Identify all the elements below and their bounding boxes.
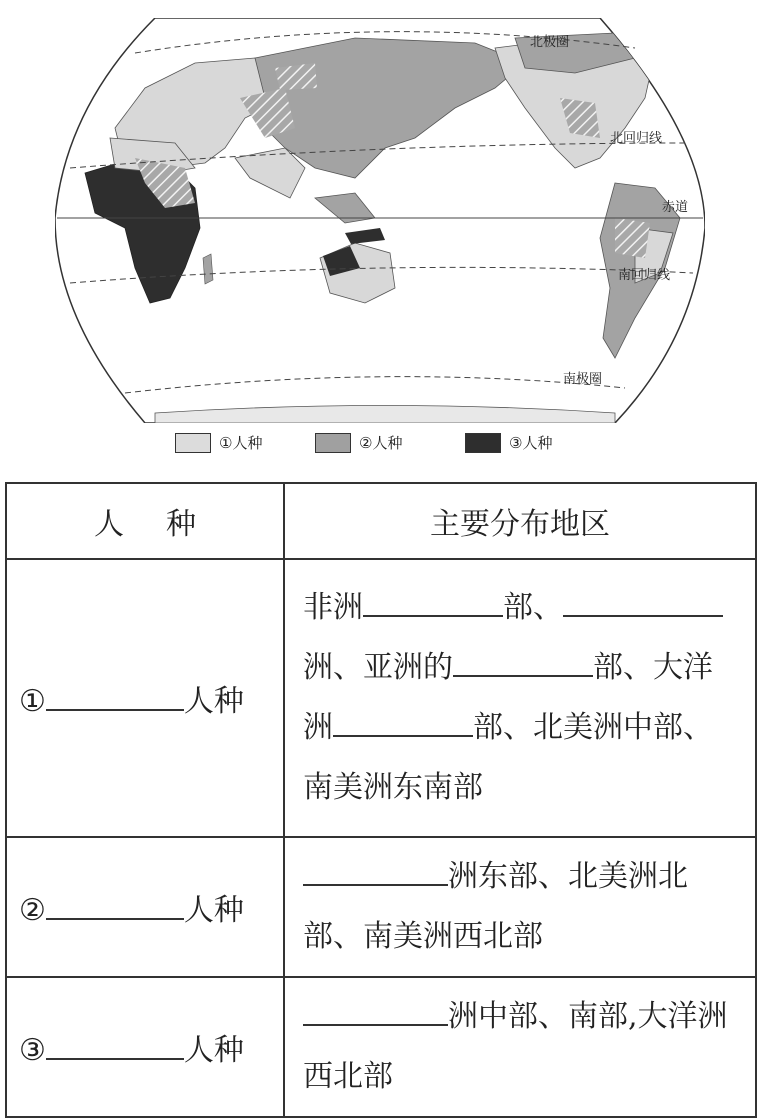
legend-swatch-2 xyxy=(315,433,351,453)
legend-label-1: ①人种 xyxy=(219,434,263,452)
mixed-zone-south-america xyxy=(615,218,650,258)
world-race-map xyxy=(55,18,705,423)
legend-swatch-1 xyxy=(175,433,211,453)
region-blank-1b[interactable] xyxy=(563,585,723,617)
header-region: 主要分布地区 xyxy=(284,483,756,559)
tropic-cancer-label: 北回归线 xyxy=(610,131,663,146)
legend-label-2: ②人种 xyxy=(359,434,403,452)
table-row xyxy=(6,559,756,837)
region-text-1d: 部、大洋洲 xyxy=(303,650,713,745)
region-blank-3[interactable] xyxy=(303,994,448,1026)
equator-label: 赤道 xyxy=(662,200,689,215)
map-legend xyxy=(170,430,620,458)
legend-item-3 xyxy=(465,432,552,453)
race-blank-1[interactable] xyxy=(46,679,184,711)
race-marker-3: ③ xyxy=(19,1033,46,1068)
region-cell-1 xyxy=(284,559,756,837)
table-row xyxy=(6,977,756,1117)
race-suffix-1: 人种 xyxy=(183,684,244,719)
arctic-circle-label: 北极圈 xyxy=(530,35,570,50)
antarctic-circle-label: 南极圈 xyxy=(563,372,603,387)
table-row xyxy=(6,837,756,977)
region-text-1a: 非洲 xyxy=(303,590,363,625)
region-text-3: 洲中部、南部,大洋洲西北部 xyxy=(303,999,728,1094)
race-suffix-2: 人种 xyxy=(183,893,244,928)
race-blank-3[interactable] xyxy=(46,1028,184,1060)
region-cell-3 xyxy=(284,977,756,1117)
region-cell-2 xyxy=(284,837,756,977)
race-marker-2: ② xyxy=(19,893,46,928)
header-race-text: 人种 xyxy=(94,507,238,542)
race-blank-2[interactable] xyxy=(46,888,184,920)
table-header-row xyxy=(6,483,756,559)
race-marker-1: ① xyxy=(19,684,46,719)
region-text-1b: 部、 xyxy=(503,590,563,625)
race-distribution-table xyxy=(5,482,757,1118)
region-text-1c: 洲、亚洲的 xyxy=(303,650,453,685)
madagascar xyxy=(203,254,213,284)
race-cell-1 xyxy=(6,559,284,837)
header-race xyxy=(6,483,284,559)
legend-item-1 xyxy=(175,432,262,453)
region-text-1e: 部、北美洲中部、南美洲东南部 xyxy=(303,710,713,805)
legend-swatch-3 xyxy=(465,433,501,453)
tropic-capricorn-label: 南回归线 xyxy=(618,268,671,283)
region-text-2: 洲东部、北美洲北部、南美洲西北部 xyxy=(303,859,688,954)
legend-label-3: ③人种 xyxy=(509,434,553,452)
region-blank-1a[interactable] xyxy=(363,585,503,617)
race-cell-3 xyxy=(6,977,284,1117)
region-blank-2[interactable] xyxy=(303,854,448,886)
race-cell-2 xyxy=(6,837,284,977)
race-suffix-3: 人种 xyxy=(183,1033,244,1068)
region-blank-1c[interactable] xyxy=(453,645,593,677)
legend-item-2 xyxy=(315,432,402,453)
region-blank-1d[interactable] xyxy=(333,705,473,737)
